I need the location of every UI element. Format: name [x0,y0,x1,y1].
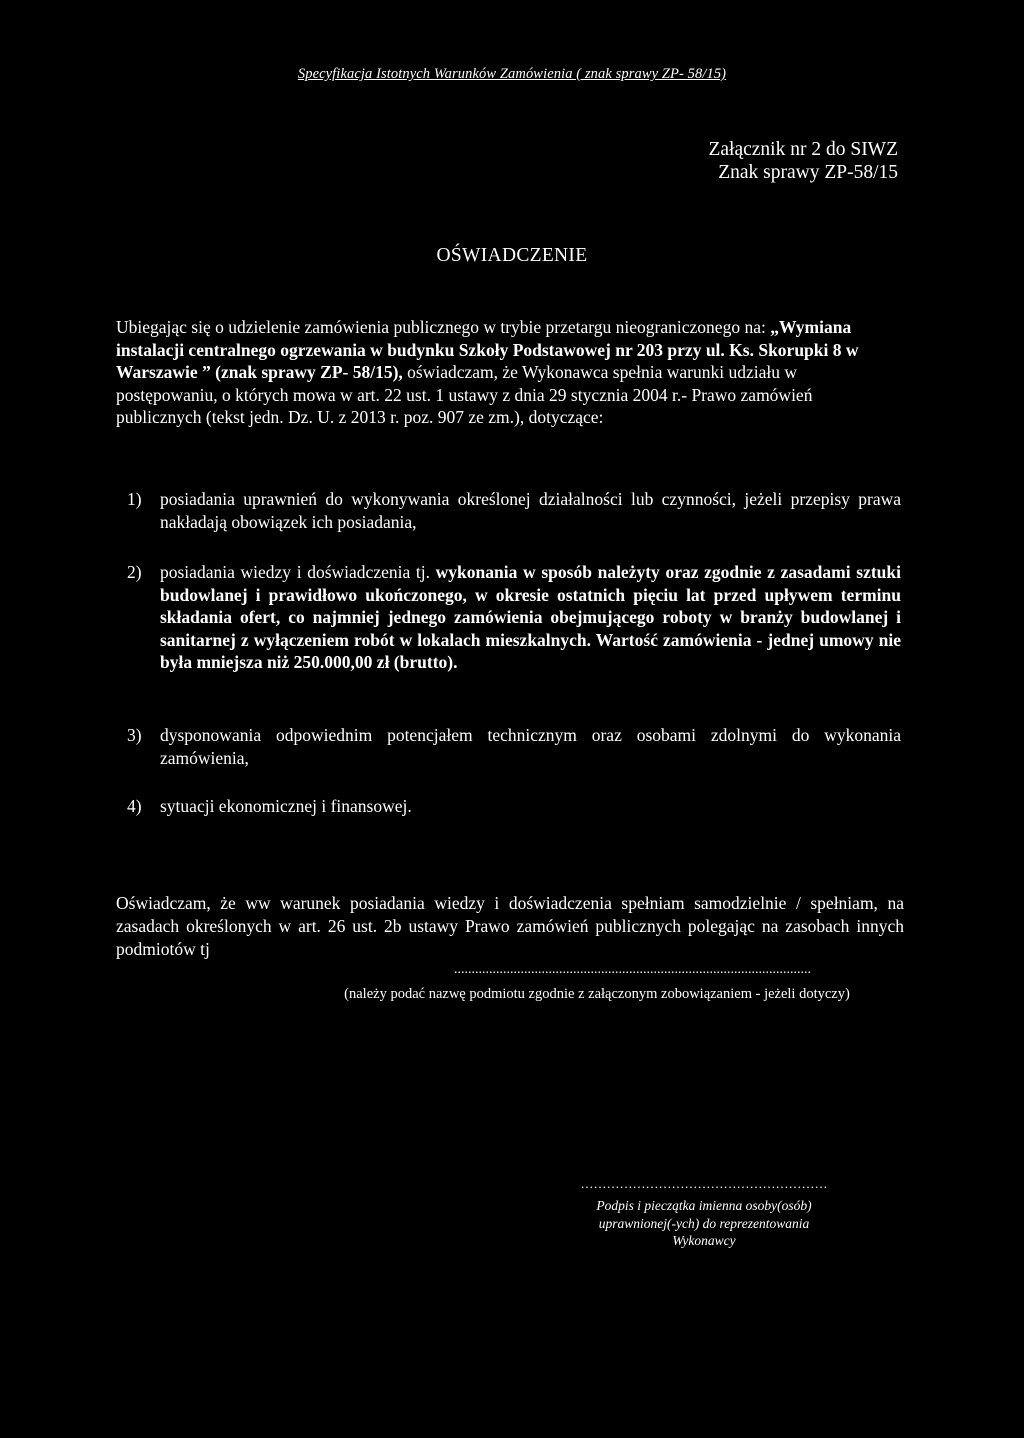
intro-rest: oświadczam, że Wykonawca spełnia warunki udziału w postępowaniu, o których mowa w art. 22 ust. 1 ustawy z dnia 29 stycznia 2004 r.- Prawo zamówień publicznych (tekst jedn. Dz. U. z 2013 r. poz. 907 ze zm.), dotyczące: [116,362,813,428]
item-text: posiadania wiedzy i doświadczenia tj. [160,562,436,582]
signature-caption-line: uprawnionej(-ych) do reprezentowania [598,1215,810,1231]
condition-item-1 [127,488,901,533]
annex-number: Załącznik nr 2 do SIWZ [708,139,898,160]
signature-caption-line: Wykonawcy [672,1233,736,1248]
item-number: 4) [127,796,142,816]
condition-item-4 [127,795,901,818]
item-number: 1) [127,489,142,509]
item-text-block [160,561,901,674]
item-number: 3) [127,725,142,745]
item-text: posiadania uprawnień do wykonywania określonej działalności lub czynności, jeżeli przepisy prawa nakładają obowiązek ich posiadania, [160,489,901,532]
annex-reference [708,138,898,184]
intro-lead: Ubiegając się o udzielenie zamówienia publicznego w trybie przetargu nieograniczonego na: [116,317,771,337]
condition-item-3 [127,724,901,769]
intro-paragraph [116,316,898,429]
signature-caption [554,1197,854,1250]
case-number: Znak sprawy ZP-58/15 [718,162,898,183]
item-number: 2) [127,562,142,582]
intro-subject: „Wymiana instalacji centralnego ogrzewania w budynku Szkoły Podstawowej nr 203 przy ul. Ks. Skorupki 8 w Warszawie ” (znak sprawy ZP- 58/15), [116,317,859,383]
declaration-paragraph: Oświadczam, że ww warunek posiadania wiedzy i doświadczenia spełniam samodzielnie / spełniam, na zasadach określonych w art. 26 ust. 2b ustawy Prawo zamówień publicznych polegając na zasobach innych podmiotów tj [116,893,904,959]
document-title: OŚWIADCZENIE [436,245,588,266]
running-header: Specyfikacja Istotnych Warunków Zamówienia ( znak sprawy ZP- 58/15) [297,66,727,82]
condition-item-2 [127,561,901,674]
entity-fill-line: ...................................................................................................... [454,962,811,977]
item-text: sytuacji ekonomicznej i finansowej. [160,796,412,816]
signature-line: ………………………………………………… [580,1176,828,1191]
entity-note: (należy podać nazwę podmiotu zgodnie z załączonym zobowiązaniem - jeżeli dotyczy) [344,986,850,1002]
item-text: dysponowania odpowiednim potencjałem technicznym oraz osobami zdolnymi do wykonania zamówienia, [160,725,901,768]
signature-caption-line: Podpis i pieczątka imienna osoby(osób) [596,1198,812,1213]
item-text-bold: wykonania w sposób należyty oraz zgodnie z zasadami sztuki budowlanej i prawidłowo ukończonego, w okresie ostatnich pięciu lat przed upływem terminu składania ofert, co najmniej jednego zamówienia obejmującego roboty w branży budowlanej i sanitarnej z wyłączeniem robót w lokalach mieszkalnych. Wartość zamówienia - jednej umowy nie była mniejsza niż 250.000,00 zł (brutto). [160,562,902,673]
